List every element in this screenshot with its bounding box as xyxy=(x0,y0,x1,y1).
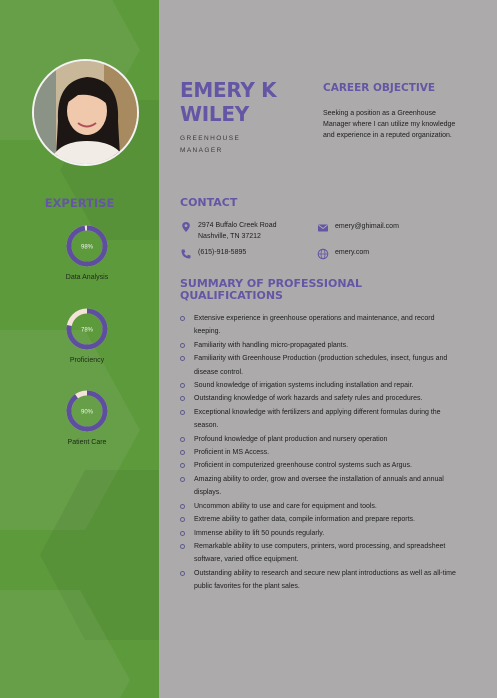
contact-phone xyxy=(180,248,246,260)
skill-item xyxy=(0,224,159,281)
website-link[interactable]: emery.com xyxy=(335,249,370,256)
qualification-item: Uncommon ability to use and care for equipment and tools. xyxy=(178,500,460,513)
qualification-item: Profound knowledge of plant production and nursery operation xyxy=(178,433,460,446)
phone-number[interactable]: (615)-918-5895 xyxy=(198,249,247,256)
qualification-item: Proficient in computerized greenhouse control systems such as Argus. xyxy=(178,459,460,472)
skill-percent: 78% xyxy=(80,327,94,334)
address-line-1: 2974 Buffalo Creek Road xyxy=(198,222,277,229)
qualification-item: Amazing ability to order, grow and oversee the installation of annuals and annual displays. xyxy=(178,473,460,500)
skill-label: Patient Care xyxy=(67,439,107,446)
contact-website xyxy=(317,248,369,260)
email-address[interactable]: emery@ghimail.com xyxy=(335,223,399,230)
qualification-item: Remarkable ability to use computers, printers, word processing, and spreadsheet software, varied office equipment. xyxy=(178,540,460,567)
summary-heading-line-1: SUMMARY OF PROFESSIONAL xyxy=(180,277,363,290)
expertise-heading: EXPERTISE xyxy=(44,196,115,210)
skill-item xyxy=(0,389,159,446)
address-line-2: Nashville, TN 37212 xyxy=(198,232,261,240)
name-line-1: EMERY K xyxy=(180,78,277,102)
skill-progress-ring xyxy=(65,224,109,268)
job-title-line-1: GREENHOUSE xyxy=(180,135,241,142)
qualification-item: Familiarity with Greenhouse Production (production schedules, insect, fungus and disease control. xyxy=(178,352,460,379)
qualification-item: Familiarity with handling micro-propagated plants. xyxy=(178,339,460,352)
skill-label: Data Analysis xyxy=(65,274,109,281)
job-title-line-2: MANAGER xyxy=(180,147,223,154)
skill-percent: 90% xyxy=(80,409,94,416)
contact-email xyxy=(317,222,399,234)
qualification-item: Outstanding knowledge of work hazards and safety rules and procedures. xyxy=(178,392,460,405)
profile-photo xyxy=(32,59,139,166)
skill-progress-ring xyxy=(65,389,109,433)
name-line-2: WILEY xyxy=(180,102,249,126)
qualification-item: Proficient in MS Access. xyxy=(178,446,460,459)
qualifications-list xyxy=(178,312,460,594)
career-objective-heading: CAREER OBJECTIVE xyxy=(323,82,436,94)
skill-percent: 98% xyxy=(80,244,94,251)
qualification-item: Sound knowledge of irrigation systems including installation and repair. xyxy=(178,379,460,392)
career-objective-text: Seeking a position as a Greenhouse Manager where I can utilize my knowledge and experience in a reputed organization. xyxy=(323,110,456,140)
globe-icon xyxy=(317,248,329,260)
qualification-item: Outstanding ability to research and secure new plant introductions as well as all-time public favorites for the plant sales. xyxy=(178,567,460,594)
contact-heading: CONTACT xyxy=(180,196,238,209)
contact-address xyxy=(180,221,276,242)
job-title xyxy=(180,133,260,157)
skill-label: Proficiency xyxy=(69,357,105,364)
sidebar xyxy=(0,0,159,698)
qualification-item: Immense ability to lift 50 pounds regularly. xyxy=(178,527,460,540)
qualification-item: Exceptional knowledge with fertilizers and applying different formulas during the season. xyxy=(178,406,460,433)
location-pin-icon xyxy=(180,221,192,233)
qualification-item: Extreme ability to gather data, compile information and prepare reports. xyxy=(178,513,460,526)
person-name xyxy=(180,78,276,126)
phone-icon xyxy=(180,248,192,260)
skill-item xyxy=(0,307,159,364)
qualification-item: Extensive experience in greenhouse operations and maintenance, and record keeping. xyxy=(178,312,460,339)
envelope-icon xyxy=(317,222,329,234)
summary-heading xyxy=(180,278,362,301)
summary-heading-line-2: QUALIFICATIONS xyxy=(180,288,283,302)
skill-progress-ring xyxy=(65,307,109,351)
